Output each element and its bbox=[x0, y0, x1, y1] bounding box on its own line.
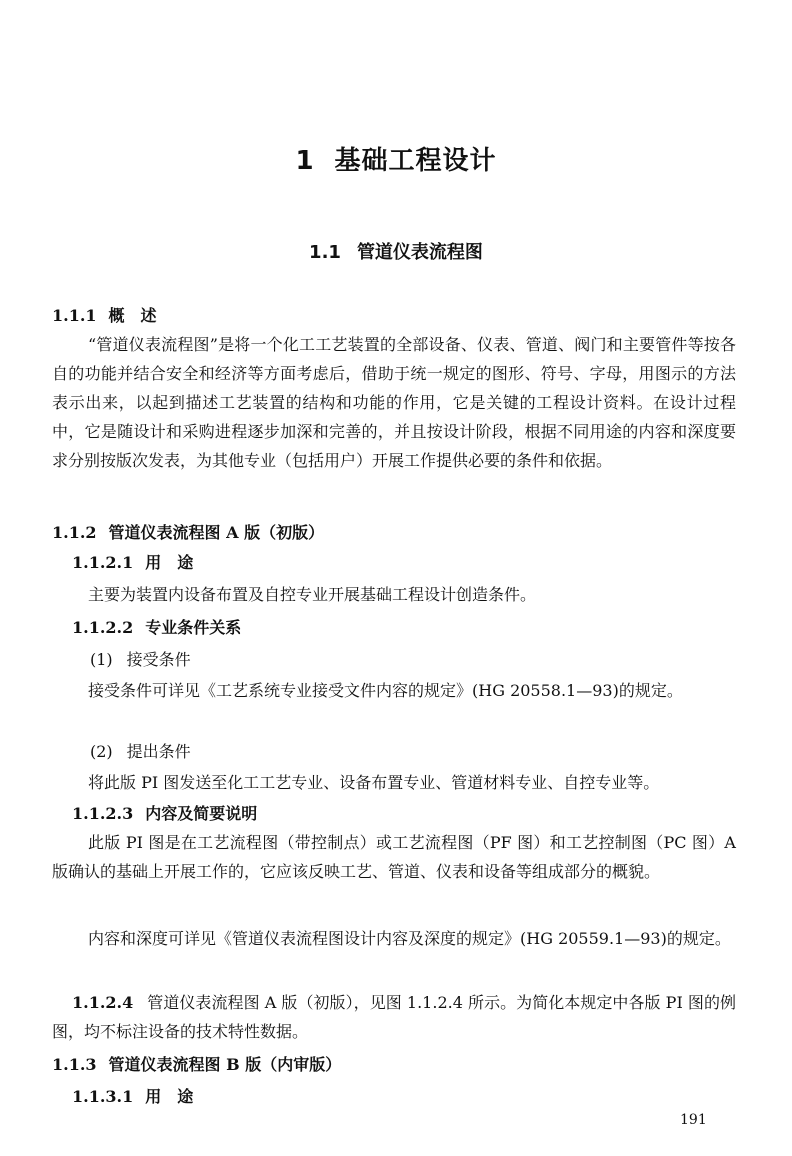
item-provide-conditions bbox=[90, 739, 191, 762]
paragraph-provide-conditions: 将此版 PI 图发送至化工工艺专业、设备布置专业、管道材料专业、自控专业等。 bbox=[88, 773, 660, 792]
item-title: 接受条件 bbox=[126, 650, 191, 669]
heading-number: 1.1.3 bbox=[52, 1055, 97, 1074]
heading-title: 管道仪表流程图 B 版（内审版） bbox=[108, 1055, 342, 1074]
heading-1-1-2-3 bbox=[72, 801, 257, 824]
paragraph-1-1-2-4 bbox=[52, 988, 736, 1046]
heading-title: 管道仪表流程图 A 版（初版） bbox=[108, 523, 325, 542]
heading-1-1-2-1 bbox=[72, 550, 209, 573]
paragraph-receive-conditions: 接受条件可详见《工艺系统专业接受文件内容的规定》(HG 20558.1—93)的规定。 bbox=[88, 681, 683, 700]
paragraph-content-1: 此版 PI 图是在工艺流程图（带控制点）或工艺流程图（PF 图）和工艺控制图（PC 图）A 版确认的基础上开展工作的，它应该反映工艺、管道、仪表和设备等组成部分的概貌。 bbox=[52, 833, 736, 881]
item-receive-conditions bbox=[90, 647, 191, 670]
heading-1-1-2-2 bbox=[72, 615, 241, 638]
heading-1-1-3-1 bbox=[72, 1084, 209, 1107]
section-heading bbox=[0, 238, 792, 264]
chapter-heading bbox=[0, 140, 792, 177]
heading-title: 概述 bbox=[108, 306, 173, 325]
heading-number: 1.1.2.4 bbox=[72, 993, 134, 1012]
section-number: 1.1 bbox=[309, 242, 341, 263]
heading-1-1-1 bbox=[52, 303, 173, 326]
item-label: (1) bbox=[90, 650, 113, 669]
heading-title: 用途 bbox=[145, 1087, 210, 1106]
heading-number: 1.1.1 bbox=[52, 306, 97, 325]
heading-number: 1.1.2.2 bbox=[72, 618, 134, 637]
heading-number: 1.1.2 bbox=[52, 523, 97, 542]
heading-number: 1.1.2.1 bbox=[72, 553, 134, 572]
item-label: (2) bbox=[90, 742, 113, 761]
heading-1-1-3 bbox=[52, 1052, 341, 1075]
heading-number: 1.1.3.1 bbox=[72, 1087, 134, 1106]
page-number: 191 bbox=[680, 1112, 707, 1128]
paragraph-overview: “管道仪表流程图”是将一个化工工艺装置的全部设备、仪表、管道、阀门和主要管件等按各自的功能并结合安全和经济等方面考虑后，借助于统一规定的图形、符号、字母，用图示的方法表示出来，以起到描述工艺装置的结构和功能的作用，它是关键的工程设计资料。在设计过程中，它是随设计和采购进程逐步加深和完善的，并且按设计阶段，根据不同用途的内容和深度要求分别按版次发表，为其他专业（包括用户）开展工作提供必要的条件和依据。 bbox=[52, 335, 736, 470]
paragraph-text: 管道仪表流程图 A 版（初版），见图 1.1.2.4 所示。为简化本规定中各版 PI 图的例图，均不标注设备的技术特性数据。 bbox=[52, 993, 736, 1041]
heading-1-1-2 bbox=[52, 520, 324, 543]
heading-number: 1.1.2.3 bbox=[72, 804, 134, 823]
item-title: 提出条件 bbox=[126, 742, 191, 761]
heading-title: 内容及简要说明 bbox=[145, 804, 258, 823]
heading-title: 专业条件关系 bbox=[145, 618, 242, 637]
chapter-number: 1 bbox=[295, 146, 315, 176]
paragraph-content-2: 内容和深度可详见《管道仪表流程图设计内容及深度的规定》(HG 20559.1—93)的规定。 bbox=[88, 929, 731, 948]
heading-title: 用途 bbox=[145, 553, 210, 572]
chapter-title: 基础工程设计 bbox=[334, 146, 497, 176]
section-title: 管道仪表流程图 bbox=[356, 242, 483, 263]
paragraph-usage: 主要为装置内设备布置及自控专业开展基础工程设计创造条件。 bbox=[88, 585, 537, 604]
